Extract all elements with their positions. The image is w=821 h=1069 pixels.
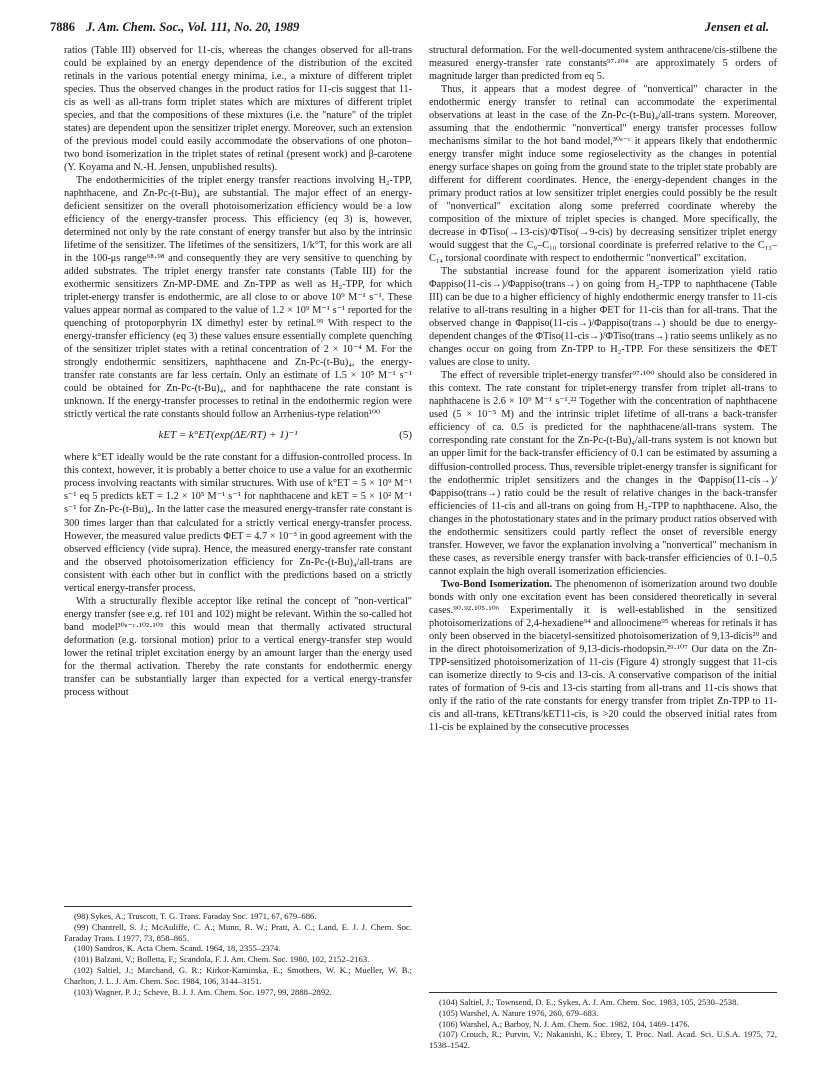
- footnotes-right: [429, 992, 777, 1051]
- right-column: [429, 44, 777, 734]
- footnote: (103) Wagner, P. J.; Scheve, B. J. J. Am. Chem. Soc. 1977, 99, 2888–2892.: [74, 986, 332, 997]
- running-authors: Jensen et al.: [704, 20, 769, 34]
- paragraph: ratios (Table III) observed for 11-cis, whereas the changes observed for all-trans could be explained by an energy dependence of the distribution of the excited retinals in the various potential energy minima, i.e., a mixture of different triplet species. Thus the observed changes in the product ratios for 11-cis suggest that 11-cis as well as all-trans form triplet states which are mixtures of different triplet species, and that the compositions of these mixtures (i.e. the "nature" of the triplet states) are dependent upon the sensitizer triplet energy. Moreover, such an extension of the previous model could easily accommodate the observations of one photon–two bond isomerization in the triplet states of retinal (present work) and β-carotene (Y. Koyama and N.-H. Jensen, unpublished results).: [64, 45, 412, 174]
- equation-5: [64, 429, 412, 443]
- footnote: (102) Saltiel, J.; Marchand, G. R.; Kirkor-Kaminska, E.; Smothers, W. K.; Mueller, W. B.; Charlton, J. L. J. Am. Chem. Soc. 1984, 106, 3144–3151.: [64, 965, 412, 986]
- running-header: [50, 20, 769, 42]
- equation-number: (5): [399, 429, 412, 442]
- footnote: (101) Balzani, V.; Bolletta, F.; Scandola, F. J. Am. Chem. Soc. 1980, 102, 2152–2163.: [74, 954, 370, 965]
- footnote: (106) Warshel, A.; Barboy, N. J. Am. Chem. Soc. 1982, 104, 1469–1476.: [439, 1018, 690, 1029]
- footnote: (99) Chantrell, S. J.; McAuliffe, C. A.; Munn, R. W.; Pratt, A. C.; Land, E. J. J. Chem. Soc. Faraday Trans. I 1977, 73, 858–865.: [64, 921, 412, 943]
- footnote: (98) Sykes, A.; Truscott, T. G. Trans. Faraday Soc. 1971, 67, 679–686.: [74, 911, 317, 921]
- section-runin-heading: Two-Bond Isomerization.: [441, 578, 553, 590]
- paragraph: The substantial increase found for the apparent isomerization yield ratio Φappiso(11-cis→)/Φappiso(trans→) on going from H₂-TPP to naphthacene (Table III) can be due to a higher efficiency of highly endothermic energy transfer to 11-cis relative to all-trans resulting in a higher ΦET for 11-cis than for all-trans. That the observed change in Φappiso(11-cis→)/Φappiso(trans→) should be due to energy-dependent changes of the ΦTiso(11-cis→)/ΦTiso(trans→) ratio seems unlikely as no changes occur on going from Zn-TPP to H₂-TPP. For these sensitizers the ΦET values are close to unity.: [429, 266, 777, 369]
- equation-expression: kET = k°ET(exp(ΔE/RT) + 1)⁻¹: [158, 429, 298, 442]
- paragraph: The effect of reversible triplet-energy transfer⁹⁷·¹⁰⁰ should also be considered in this context. The rate constant for triplet-energy transfer from triplet all-trans to naphthacene is 2.6 × 10⁹ M⁻¹ s⁻¹.²² Together with the concentration of naphthacene used (5 × 10⁻⁵ M) and the intrinsic triplet lifetime of all-trans a back-transfer efficiency of ca. 0.5 is predicted for the naphthacene/all-trans system. The corresponding rate constant for the Zn-Pc-(t-Bu)₄/all-trans system is not known but an upper limit for the back-transfer efficiency of 0.1 can be estimated by assuming a diffusion-controlled process. Thus, reversible triplet-energy transfer is significant for the endothermic triplet sensitizers and the changes in the Φappiso(11-cis→)/Φappiso(trans→) ratio could be the result of relative changes in the back-transfer efficiencies of 11-cis and all-trans on going from H₂-TPP to naphthacene. Also, the changes in the photostationary states and in the primary product ratios observed with the endothermic sensitizers could partly reflect the onset of reversible energy transfer. However, we favor the explanation involving a "nonvertical" mechanism in these cases, as reversible energy transfer with back-transfer efficiencies of 0.1–0.5 cannot explain the high overall isomerization efficiencies.: [429, 370, 777, 577]
- footnote: (105) Warshel, A. Nature 1976, 260, 679–683.: [439, 1007, 599, 1018]
- footnotes-left: [64, 906, 412, 998]
- paragraph-text: The phenomenon of isomerization around two double bonds with only one excitation event has been considered theoretically in several cases.⁹⁰·⁹²·¹⁰⁵·¹⁰⁶ Experimentally it is well-established in the sensitized photoisomerizations of 2,4-hexadiene⁹⁴ and alloocimene⁹⁵ whereas for retinals it has only been observed in the biacetyl-sensitized photoisomerization of 9,13-dicis²⁹ and in the direct photoisomerization of 9,13-dicis-rhodopsin.²⁹·¹⁰⁷ Our data on the Zn-TPP-sensitized photoisomerization of 11-cis (Figure 4) strongly suggest that 11-cis can isomerize directly to 9-cis and 13-cis. A conservative comparison of the initial rates of formation of 9-cis and 13-cis starting from all-trans and 11-cis shows that only if the ratio of the rate constants for energy transfer from triplet Zn-TPP to 11-cis and all-trans, kETtrans/kET11-cis, is >20 could the observed initial rates from 11-cis be explained by the consecutive processes: [429, 578, 778, 733]
- footnote: (100) Sandros, K. Acta Chem. Scand. 1964, 18, 2355–2374.: [74, 943, 281, 954]
- left-column: [64, 44, 412, 699]
- paragraph: The endothermicities of the triplet energy transfer reactions involving H₂-TPP, naphthacene, and Zn-Pc-(t-Bu)₄ are substantial. The major effect of an energy-deficient sensitizer on the overall photoisomerization efficiency would be a low efficiency of the energy-transfer process. This efficiency (eq 3) is, however, determined not only by the rate constant of energy transfer but also by the intrinsic lifetime of the sensitizer. The lifetimes of the sensitizers, 1/k°T, for this work are all in the 100-μs range⁶⁸·⁹⁸ and consequently they are very sensitive to quenching by added substrates. The triplet energy transfer rate constants (Table III) for the exothermic sensitizers Zn-MP-DME and Zn-TPP as well as H₂-TPP, for which triplet-energy transfer is endothermic, are all close to or above 10⁹ M⁻¹ s⁻¹. These values appear normal as compared to the value of 1.2 × 10⁹ M⁻¹ s⁻¹ reported for the quenching of protoporphyrin IX dimethyl ester by retinal.⁹⁹ With respect to the energy-transfer efficiency (eq 3) these values ensure essentially complete quenching of the sensitizer triplet states with a retinal concentration of 2 × 10⁻⁴ M. For the strongly endothermic sensitizers, naphthacene and Zn-Pc-(t-Bu)₄, the energy-transfer rate constants are far less certain. Only an estimate of 1.5 × 10⁵ M⁻¹ s⁻¹ could be obtained for Zn-Pc-(t-Bu)₄, and for naphthacene the rate constant is unknown. If the energy-transfer processes to retinal in the endothermic region were strictly vertical the rate constants should follow an Arrhenius-type relation¹⁰⁰: [64, 175, 412, 421]
- paragraph: where k°ET ideally would be the rate constant for a diffusion-controlled process. In this context, however, it is probably a better choice to use a value for an exothermic process involving reactants with similar structures. With use of k°ET = 5 × 10⁹ M⁻¹ s⁻¹ eq 5 predicts kET = 1.2 × 10⁵ M⁻¹ s⁻¹ for naphthacene and kET = 5 × 10² M⁻¹ s⁻¹ for Zn-Pc-(t-Bu)₄. In the latter case the measured energy-transfer rate constant is 300 times larger than that calculated for a strictly vertical energy-transfer process. However, the measured value predicts ΦET = 4.7 × 10⁻³ in good agreement with the observed efficiency (vide supra). Hence, the measured energy-transfer rate constant and the observed photoisomerization efficiency for Zn-Pc-(t-Bu)₄/all-trans are consistent with each other but in conflict with the predictions based on a strictly vertical energy-transfer process.: [64, 452, 412, 594]
- page-number: 7886: [50, 20, 75, 34]
- paragraph: Thus, it appears that a modest degree of "nonvertical" character in the endothermic energy transfer to retinal can accommodate the experimental observations at least in the case of the Zn-Pc-(t-Bu)₄/all-trans system. Moreover, assuming that the endothermic "nonvertical" energy transfer processes follow mechanisms similar to the hot band model,³⁰ᵃ⁻ᶜ it appears likely that endothermic energy transfer might induce some regioselectivity as the changes in potential energy surface shapes on going from the ground state to the triplet state probably are different for different coordinates. Hence, the energy-dependent changes in the primary product ratios at low sensitizer triplet energies could possibly be the result of "nonvertical" excitation along some preferred coordinate whereby the composition of the mixture of triplet species is changed. More specifically, the decrease in ΦTiso(→13-cis)/ΦTiso(→9-cis) by decreasing sensitizer triplet energy would suggest that the C₉–C₁₀ torsional coordinate is preferred relative to the C₁₃–C₁₄ torsional coordinate with respect to endothermic "nonvertical" excitation.: [429, 84, 777, 265]
- footnote: (107) Crouch, R.; Purvin, V.; Nakanishi, K.; Ebrey, T. Proc. Natl. Acad. Sci. U.S.A. 1975, 72, 1538–1542.: [429, 1029, 777, 1051]
- paragraph: With a structurally flexible acceptor like retinal the concept of "non-vertical" energy transfer (see e.g. ref 101 and 102) might be relevant. Within the so-called hot band model³⁰ᵃ⁻ᶜ·¹⁰²·¹⁰³ this would mean that thermally activated structural deformation (e.g. torsional motion) prior to a vertical energy-transfer step would lower the retinal triplet excitation energy by an amount larger than the energy used for the thermal activation. Thereby the rate constants for endothermic energy transfer can be substantially larger than expected for a vertical energy-transfer process without: [64, 595, 412, 698]
- paragraph-two-bond-isomerization: [429, 578, 777, 734]
- paragraph: structural deformation. For the well-documented system anthracene/cis-stilbene the measured energy-transfer rate constants⁹⁷·¹⁰⁴ are approximately 5 orders of magnitude larger than predicted from eq 5.: [429, 45, 777, 83]
- journal-citation: J. Am. Chem. Soc., Vol. 111, No. 20, 1989: [86, 20, 300, 34]
- footnote: (104) Saltiel, J.; Townsend, D. E.; Sykes, A. J. Am. Chem. Soc. 1983, 105, 2530–2538.: [439, 997, 739, 1007]
